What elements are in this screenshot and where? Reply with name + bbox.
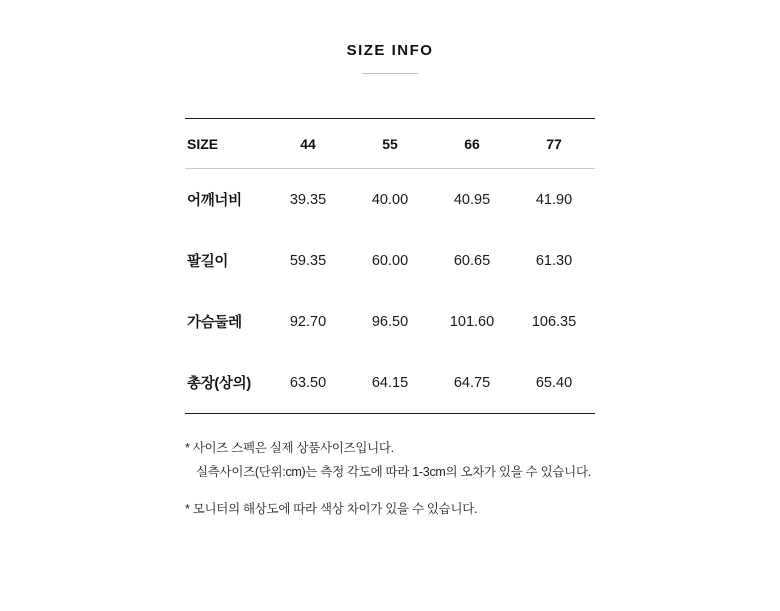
cell-total-length-55: 64.15 xyxy=(349,352,431,414)
note-line-monitor: * 모니터의 해상도에 따라 색상 차이가 있을 수 있습니다. xyxy=(185,501,478,516)
size-table-header xyxy=(185,119,595,169)
row-label-sleeve: 팔길이 xyxy=(187,254,229,270)
column-header-size-label: SIZE xyxy=(185,119,267,169)
cell-chest-44: 92.70 xyxy=(289,313,327,330)
table-row xyxy=(185,352,595,414)
column-header-44: 44 xyxy=(267,119,349,169)
cell-shoulder-55: 40.00 xyxy=(371,191,409,208)
page-title: SIZE INFO xyxy=(346,42,434,59)
size-table xyxy=(185,118,595,414)
notes-block xyxy=(185,436,595,521)
table-row xyxy=(185,230,595,291)
title-divider xyxy=(362,73,418,74)
cell-sleeve-44: 59.35 xyxy=(289,252,327,269)
column-header-77: 77 xyxy=(513,119,595,169)
column-header-66: 66 xyxy=(431,119,513,169)
size-table-container xyxy=(185,118,595,414)
table-row xyxy=(185,291,595,352)
cell-sleeve-77: 61.30 xyxy=(535,252,573,269)
title-block xyxy=(0,0,780,74)
cell-chest-77: 106.35 xyxy=(531,313,577,330)
table-row xyxy=(185,169,595,231)
cell-sleeve-66: 60.65 xyxy=(453,252,491,269)
cell-sleeve-55: 60.00 xyxy=(371,252,409,269)
size-table-body xyxy=(185,169,595,414)
cell-chest-55: 96.50 xyxy=(371,313,409,330)
row-label-shoulder: 어깨너비 xyxy=(187,193,242,209)
row-label-chest: 가슴둘레 xyxy=(187,315,242,331)
cell-total-length-44: 63.50 xyxy=(267,352,349,414)
row-label-total-length: 총장(상의) xyxy=(185,352,267,414)
cell-total-length-66: 64.75 xyxy=(431,352,513,414)
cell-total-length-77: 65.40 xyxy=(513,352,595,414)
cell-chest-66: 101.60 xyxy=(449,313,495,330)
table-header-row xyxy=(185,119,595,169)
cell-shoulder-77: 41.90 xyxy=(535,191,573,208)
note-line-measurement: 실측사이즈(단위:cm)는 측정 각도에 따라 1-3cm의 오차가 있을 수 있습니다. xyxy=(196,465,591,480)
cell-shoulder-44: 39.35 xyxy=(289,191,327,208)
column-header-55: 55 xyxy=(349,119,431,169)
cell-shoulder-66: 40.95 xyxy=(453,191,491,208)
note-line-spec: * 사이즈 스펙은 실제 상품사이즈입니다. xyxy=(185,441,394,455)
